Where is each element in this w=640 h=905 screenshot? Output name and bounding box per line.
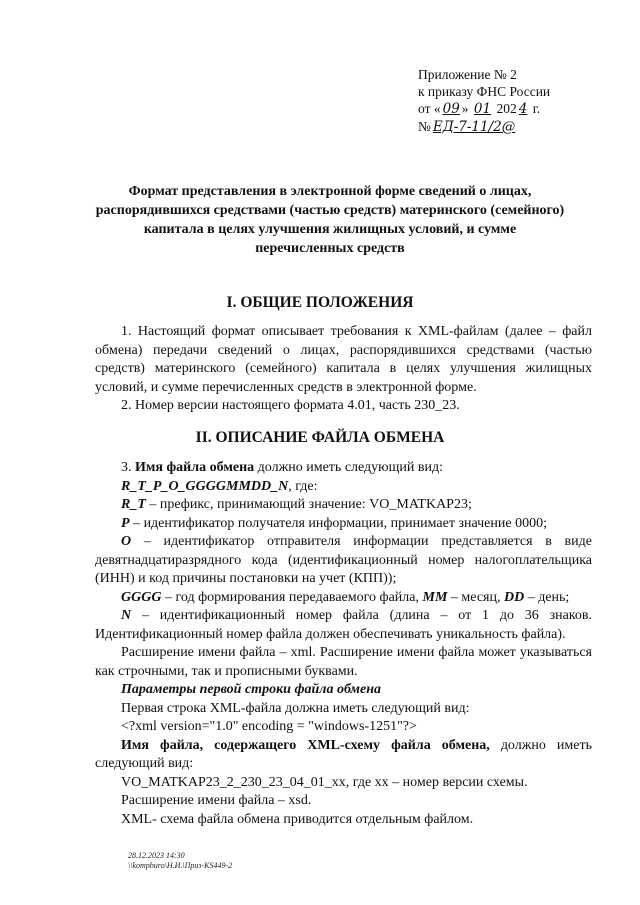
appendix-number: № ЕД-7-11/2@: [418, 119, 516, 135]
document-title: Формат представления в электронной форме сведений о лицах, распорядившихся средствами (частью средств) материнского (семейного) капитала в целях улучшения жилищных условий, и сумме перечисленных средств: [95, 184, 565, 256]
file-stamp: [128, 851, 232, 871]
schema-extension: Расширение имени файла – xsd.: [121, 793, 312, 808]
paragraph-2: 2. Номер версии настоящего формата 4.01, часть 230_23.: [121, 398, 460, 413]
schema-note: XML- схема файла обмена приводится отдельным файлом.: [121, 811, 474, 827]
xml-declaration: <?xml version="1.0" encoding = "windows-1251"?>: [121, 719, 417, 734]
p-definition: P – идентификатор получателя информации, принимает значение 0000;: [121, 515, 547, 531]
o-definition: O – идентификатор отправителя информации представляется в виде девятнадцатиразрядного кода (идентификационный номер налогоплательщика (ИНН) и код причины постановки на учет (КПП));: [95, 534, 592, 586]
paragraph-3: 3. Имя файла обмена должно иметь следующий вид:: [121, 460, 444, 475]
appendix-header: [418, 66, 550, 136]
params-heading: Параметры первой строки файла обмена: [121, 682, 381, 697]
rt-definition: R_T – префикс, принимающий значение: VO_MATKAP23;: [121, 497, 472, 512]
section1-heading: I. ОБЩИЕ ПОЛОЖЕНИЯ: [226, 294, 414, 311]
date-month: 01: [473, 101, 492, 117]
first-line-text: Первая строка XML-файла должна иметь следующий вид:: [121, 700, 470, 716]
date-year-digit: 4: [518, 101, 528, 117]
file-name-pattern: R_T_P_O_GGGGMMDD_N, где:: [121, 478, 318, 494]
schema-name: VO_MATKAP23_2_230_23_04_01_xx, где xx – номер версии схемы.: [121, 774, 528, 790]
appendix-line1: Приложение № 2: [418, 67, 517, 82]
date-day: 09: [442, 101, 460, 117]
date-definition: GGGG – год формирования передаваемого файла, MM – месяц, DD – день;: [121, 589, 570, 605]
extension-note: Расширение имени файла – xml. Расширение имени файла может указываться как строчными, так и прописными буквами.: [95, 645, 592, 679]
file-stamp-date: 28.12.2023 14:30: [128, 851, 185, 860]
section2-body: [95, 459, 592, 829]
order-number: ЕД-7-11/2@: [432, 119, 516, 135]
section1-body: [95, 323, 592, 416]
file-stamp-path: \\kompburo\Н.И.\Приз-КЅ449-2: [128, 861, 233, 870]
schema-paragraph: Имя файла, содержащего XML-схему файла обмена, должно иметь следующий вид:: [95, 737, 593, 771]
section2-heading: II. ОПИСАНИЕ ФАЙЛА ОБМЕНА: [195, 429, 445, 446]
n-definition: N – идентификационный номер файла (длина – от 1 до 36 знаков. Идентификационный номер файла должен обеспечивать уникальность файла).: [95, 608, 593, 642]
appendix-date: от « 09 » 01 202 4 г.: [418, 101, 541, 117]
paragraph-1: 1. Настоящий формат описывает требования к XML-файлам (далее – файл обмена) передачи сведений о лицах, распорядившихся средствами (частью средств) материнского (семейного) капитала в целях улучшения жилищных условий, и сумме перечисленных средств в электронной форме.: [95, 324, 592, 395]
appendix-line2: к приказу ФНС России: [418, 84, 551, 99]
